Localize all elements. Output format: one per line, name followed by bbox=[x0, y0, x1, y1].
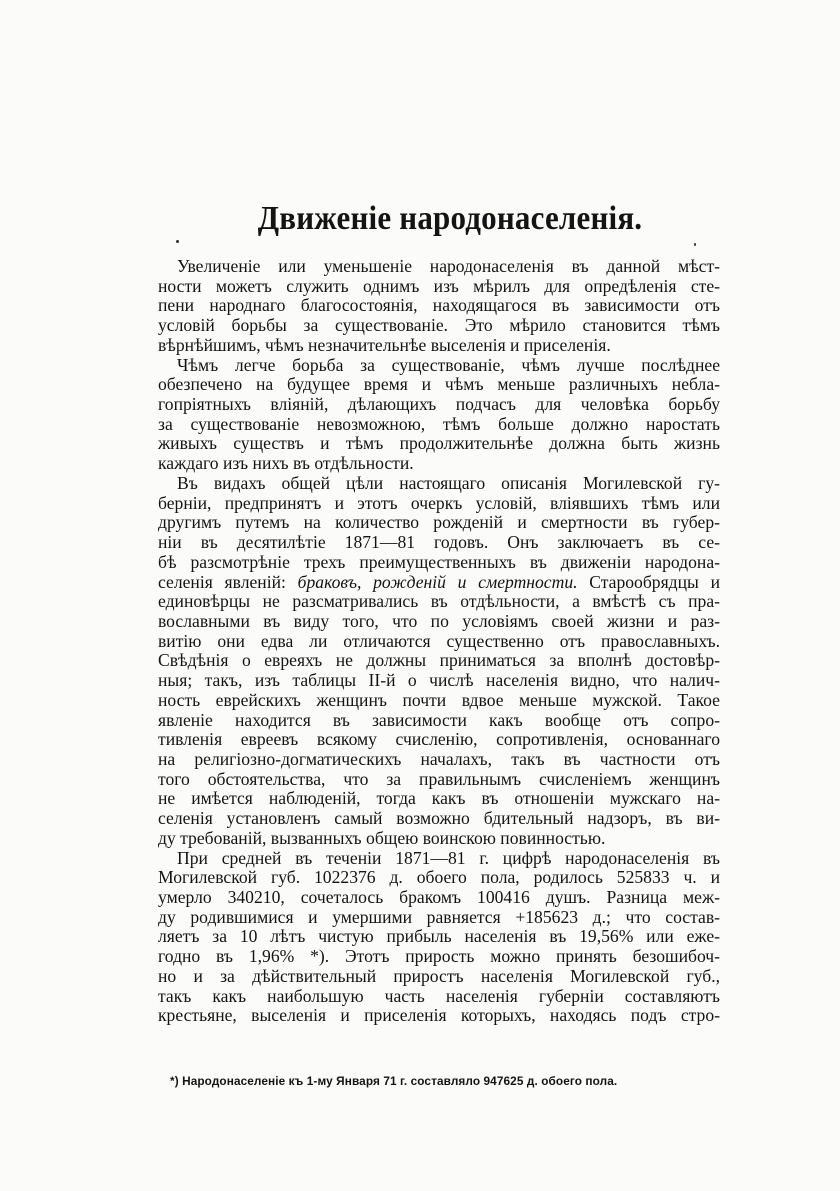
text-run: Старообрядцы и bbox=[577, 571, 720, 592]
text-line: гопрiятныхъ влiянiй, дѣлающихъ подчасъ для человѣка борьбу bbox=[158, 394, 720, 415]
text-line: не имѣется наблюденiй, тогда какъ въ отношенiи мужскаго на- bbox=[158, 788, 720, 809]
text-line: тивленiя евреевъ всякому счисленiю, сопротивленiя, основаннаго bbox=[158, 729, 720, 750]
print-speck bbox=[694, 243, 696, 246]
text-line: умерло 340210, сочеталось бракомъ 100416 душъ. Разница меж- bbox=[158, 887, 720, 907]
text-line: ду требованiй, вызванныхъ общею воинскою повинностью. bbox=[158, 827, 606, 848]
text-line: другимъ путемъ на количество рожденiй и смертности въ губер- bbox=[158, 512, 720, 533]
text-line: При средней въ теченiи 1871—81 г. цифрѣ народонаселенiя въ bbox=[177, 847, 720, 868]
body-text bbox=[158, 257, 720, 1026]
text-line: но и за дѣйствительный приростъ населенiя Могилевской губ., bbox=[158, 965, 720, 986]
text-line: ность еврейскихъ женщинъ почти вдвое меньше мужской. Такое bbox=[158, 689, 720, 710]
text-line: Чѣмъ легче борьба за существованiе, чѣмъ лучше послѣднее bbox=[177, 354, 720, 375]
text-line: селенiя установленъ самый возможно бдительный надзоръ, въ ви- bbox=[158, 808, 720, 829]
footnote: *) Народонаселенiе къ 1-му Января 71 г. составляло 947625 д. обоего пола. bbox=[170, 1074, 618, 1088]
text-line: за существованiе невозможною, тѣмъ больше должно наростать bbox=[158, 413, 720, 434]
text-line: того обстоятельства, что за правильнымъ счисленiемъ женщинъ bbox=[158, 768, 720, 789]
text-line: вославными въ виду того, что по условiямъ своей жизни и раз- bbox=[158, 610, 720, 631]
text-line: такъ какъ наибольшую часть населенiя губернiи составляютъ bbox=[158, 985, 720, 1006]
text-line: ляетъ за 10 лѣтъ чистую прибыль населенiя въ 19,56% или еже- bbox=[158, 926, 720, 947]
text-line: обезпечено на будущее время и чѣмъ меньше различныхъ небла- bbox=[158, 374, 720, 395]
text-line: каждаго изъ нихъ въ отдѣльности. bbox=[158, 453, 414, 474]
text-line: ныя; такъ, изъ таблицы II-й о числѣ населенiя видно, что налич- bbox=[158, 670, 720, 691]
text-run: селенiя явленiй: bbox=[158, 571, 298, 592]
text-line: крестьяне, выселенiя и приселенiя которыхъ, находясь подъ стро- bbox=[158, 1005, 720, 1026]
text-line: Могилевской губ. 1022376 д. обоего пола, родилось 525833 ч. и bbox=[158, 867, 720, 888]
text-line: явленiе находится въ зависимости какъ вообще отъ сопро- bbox=[158, 709, 720, 730]
text-run: бѣ разсмотрѣнiе трехъ преимущественныхъ въ движенiи народона- bbox=[158, 551, 720, 572]
text-line: витiю они едва ли отличаются существенно отъ православныхъ. bbox=[158, 630, 720, 651]
text-line: живыхъ существъ и тѣмъ продолжительнѣе должна быть жизнь bbox=[158, 433, 720, 454]
text-line: годно въ 1,96% *). Этотъ прирость можно принять безошибоч- bbox=[158, 946, 720, 967]
text-line bbox=[158, 573, 720, 593]
text-line: ду родившимися и умершими равняется +185623 д.; что состав- bbox=[158, 906, 720, 927]
text-line: Увеличенiе или уменьшенiе народонаселенiя въ данной мѣст- bbox=[177, 256, 720, 276]
text-line: на религiозно-догматическихъ началахъ, такъ въ частности отъ bbox=[158, 748, 720, 769]
text-line: нiи въ десятилѣтiе 1871—81 годовъ. Онъ заключаетъ въ се- bbox=[158, 532, 720, 553]
print-speck bbox=[176, 240, 179, 243]
text-line: ности можетъ служить однимъ изъ мѣрилъ для опредѣленiя сте- bbox=[158, 275, 720, 296]
emphasized-text: браковъ, рожденiй и смертности. bbox=[297, 571, 578, 592]
text-line: единовѣрцы не разсматривались въ отдѣльности, а вмѣстѣ съ пра- bbox=[158, 591, 720, 612]
text-line: вѣрнѣйшимъ, чѣмъ незначительнѣе выселенiя и приселенiя. bbox=[158, 334, 611, 355]
text-line: пени народнаго благосостоянiя, находящагося въ зависимости отъ bbox=[158, 295, 720, 316]
text-line: Въ видахъ общей цѣли настоящаго описанiя Могилевской гу- bbox=[177, 472, 720, 493]
page-title: Движенiе народонаселенiя. bbox=[257, 198, 643, 237]
text-line: бернiи, предпринятъ и этотъ очеркъ условiй, влiявшихъ тѣмъ или bbox=[158, 492, 720, 513]
text-line: условiй борьбы за существованiе. Это мѣрило становится тѣмъ bbox=[158, 315, 720, 336]
text-line: Свѣдѣнiя о евреяхъ не должны приниматься за вполнѣ достовѣр- bbox=[158, 650, 720, 671]
text-line bbox=[158, 553, 720, 573]
